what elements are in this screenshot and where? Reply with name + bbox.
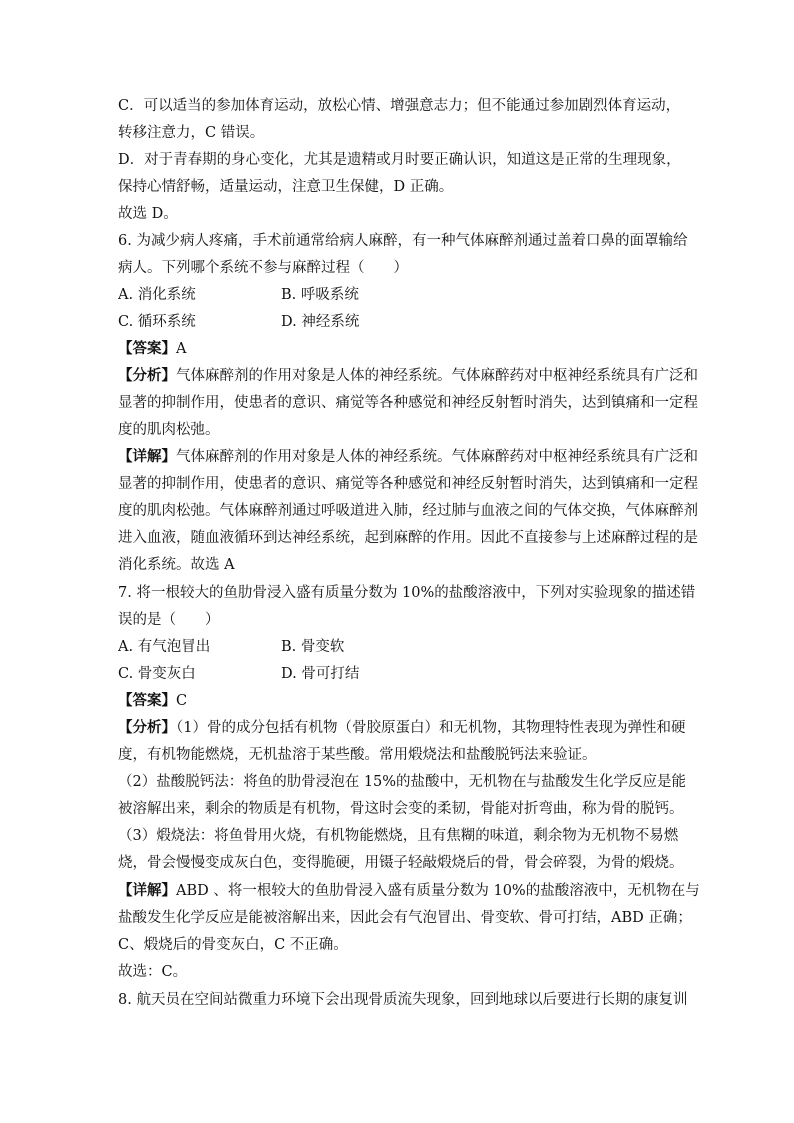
question-7-stem: 7. 将一根较大的鱼肋骨浸入盛有质量分数为 10%的盐酸溶液中，下列对实验现象的描述错 [118, 585, 696, 601]
detail-label: 【详解】 [118, 882, 176, 899]
option-c: C. 骨变灰白 [118, 666, 196, 682]
analysis-text: 烧，骨会慢慢变成灰白色，变得脆硬，用镊子轻敲煅烧后的骨，骨会碎裂，为骨的煅烧。 [118, 855, 684, 871]
answer-label: 【答案】 [118, 340, 176, 357]
option-b: B. 骨变软 [281, 639, 345, 655]
option-b: B. 呼吸系统 [281, 287, 359, 303]
detail-text: 故选：C。 [118, 964, 188, 980]
option-d: D. 神经系统 [281, 314, 360, 330]
detail-text: ABD 、将一根较大的鱼肋骨浸入盛有质量分数为 10%的盐酸溶液中，无机物在与 [176, 883, 700, 899]
answer-label: 【答案】 [118, 692, 176, 709]
text-line: D．对于青春期的身心变化，尤其是遗精或月时要正确认识，知道这是正常的生理现象， [118, 152, 681, 168]
analysis-line [118, 366, 698, 386]
analysis-text: 度的肌肉松弛。 [118, 422, 220, 438]
text-line: C．可以适当的参加体育运动，放松心情、增强意志力；但不能通过参加剧烈体育运动， [118, 98, 681, 114]
analysis-line [118, 718, 685, 738]
analysis-text: 被溶解出来，剩余的物质是有机物，骨这时会变的柔韧，骨能对折弯曲，称为骨的脱钙。 [118, 801, 684, 817]
detail-text: 度的肌肉松弛。气体麻醉剂通过呼吸道进入肺，经过肺与血液之间的气体交换，气体麻醉剂 [118, 503, 698, 519]
detail-text: 显著的抑制作用，使患者的意识、痛觉等各种感觉和神经反射暂时消失，达到镇痛和一定程 [118, 476, 698, 492]
analysis-label: 【分析】 [118, 367, 176, 384]
question-6-options-row [118, 312, 678, 332]
question-7-options-row [118, 664, 678, 684]
analysis-text: 度，有机物能燃烧，无机盐溶于某些酸。常用煅烧法和盐酸脱钙法来验证。 [118, 747, 597, 763]
question-6-options-row [118, 285, 678, 305]
question-7-options-row [118, 637, 678, 657]
analysis-label: 【分析】 [118, 719, 176, 736]
answer-line [118, 339, 186, 359]
detail-line [118, 881, 700, 901]
question-6-stem: 6. 为减少病人疼痛，手术前通常给病人麻醉，有一种气体麻醉剂通过盖着口鼻的面罩输给 [118, 233, 688, 249]
detail-text: 进入血液，随血液循环到达神经系统，起到麻醉的作用。因此不直接参与上述麻醉过程的是 [118, 530, 698, 546]
analysis-text: （1）骨的成分包括有机物（骨胶原蛋白）和无机物，其物理特性表现为弹性和硬 [176, 720, 686, 736]
detail-text: C、煅烧后的骨变灰白，C 不正确。 [118, 937, 348, 953]
answer-value: A [176, 341, 187, 357]
text-line: 保持心情舒畅，适量运动，注意卫生保健，D 正确。 [118, 179, 454, 195]
analysis-text: 气体麻醉剂的作用对象是人体的神经系统。气体麻醉药对中枢神经系统具有广泛和 [176, 368, 698, 384]
analysis-text: （2）盐酸脱钙法：将鱼的肋骨浸泡在 15%的盐酸中，无机物在与盐酸发生化学反应是能 [118, 774, 687, 790]
question-8-stem: 8. 航天员在空间站微重力环境下会出现骨质流失现象，回到地球以后要进行长期的康复训 [118, 992, 688, 1008]
detail-line [118, 447, 698, 467]
text-line: 转移注意力，C 错误。 [118, 125, 265, 141]
text-line: 故选 D。 [118, 206, 178, 222]
detail-text: 盐酸发生化学反应是能被溶解出来，因此会有气泡冒出、骨变软、骨可打结，ABD 正确； [118, 910, 692, 926]
detail-text: 消化系统。故选 A [118, 557, 235, 573]
option-d: D. 骨可打结 [281, 666, 360, 682]
answer-value: C [176, 693, 188, 709]
option-c: C. 循环系统 [118, 314, 196, 330]
option-a: A. 消化系统 [118, 287, 196, 303]
detail-label: 【详解】 [118, 448, 176, 465]
analysis-text: 显著的抑制作用，使患者的意识、痛觉等各种感觉和神经反射暂时消失，达到镇痛和一定程 [118, 395, 698, 411]
detail-text: 气体麻醉剂的作用对象是人体的神经系统。气体麻醉药对中枢神经系统具有广泛和 [176, 449, 698, 465]
analysis-text: （3）煅烧法：将鱼骨用火烧，有机物能燃烧，且有焦糊的味道，剩余物为无机物不易燃 [118, 828, 679, 844]
answer-line [118, 691, 187, 711]
question-6-stem: 病人。下列哪个系统不参与麻醉过程（ ） [118, 260, 408, 276]
question-7-stem: 误的是（ ） [118, 612, 220, 628]
option-a: A. 有气泡冒出 [118, 639, 211, 655]
